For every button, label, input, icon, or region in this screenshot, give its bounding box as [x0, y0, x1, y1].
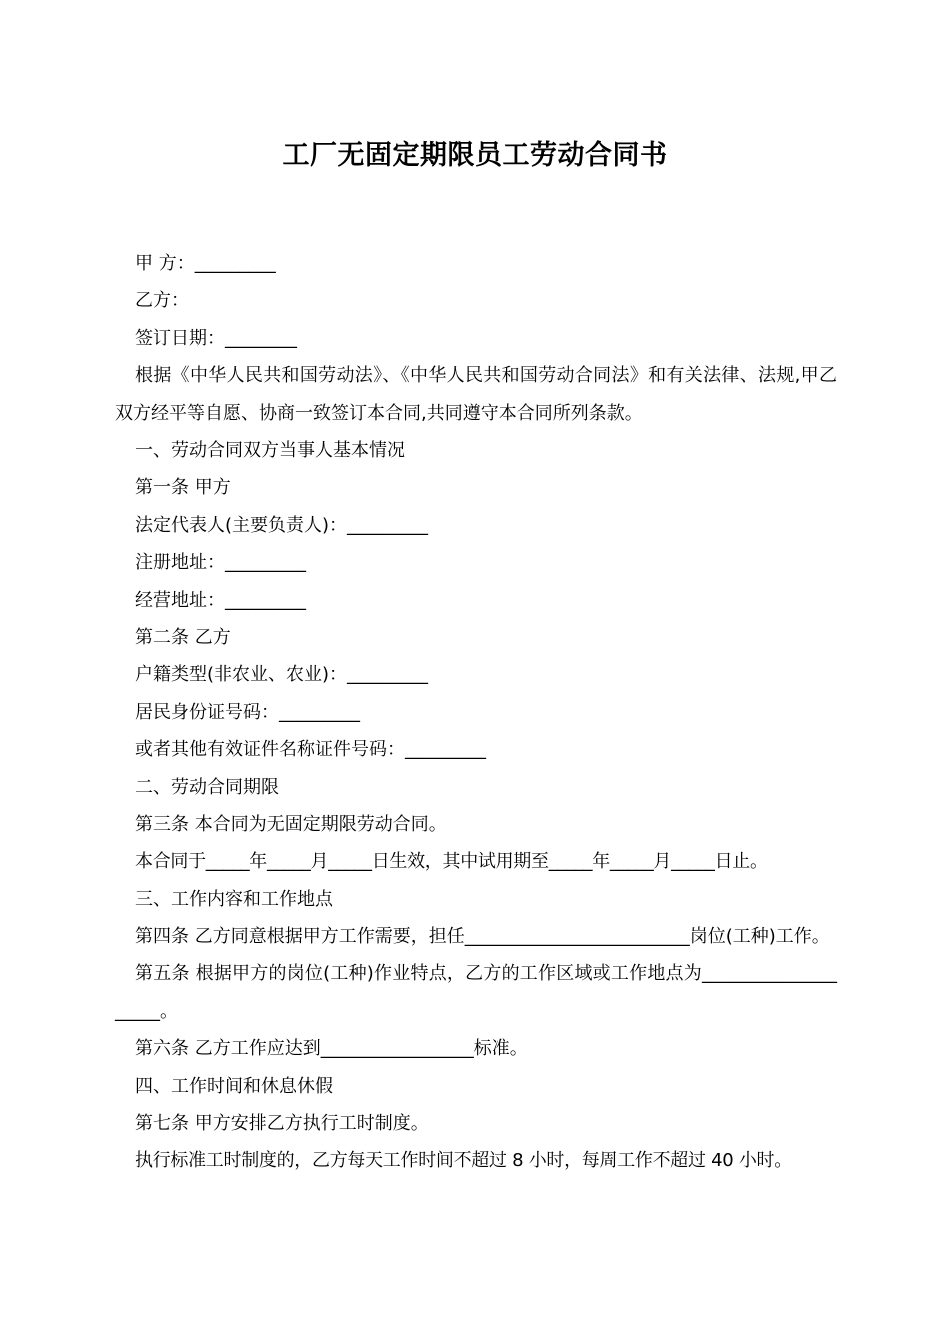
id-number-line: 居民身份证号码：_________	[135, 701, 360, 723]
article-1-heading: 第一条 甲方	[135, 477, 231, 499]
section-heading-2: 二、劳动合同期限	[135, 776, 279, 798]
legal-representative-line: 法定代表人(主要负责人)：_________	[135, 514, 429, 536]
article-3-line: 第三条 本合同为无固定期限劳动合同。	[135, 813, 447, 835]
document-body	[115, 245, 837, 1180]
article-7-line: 第七条 甲方安排乙方执行工时制度。	[135, 1113, 429, 1135]
other-id-line: 或者其他有效证件名称证件号码：_________	[135, 739, 486, 761]
document-title: 工厂无固定期限员工劳动合同书	[282, 140, 668, 171]
party-a-line: 甲 方：_________	[135, 253, 276, 274]
contract-effective-line: 本合同于_____年_____月_____日生效，其中试用期至_____年_____月_____日止。	[135, 851, 768, 873]
article-4-paragraph: 第四条 乙方同意根据甲方工作需要，担任_________________________岗位(工种)工作。	[135, 926, 830, 948]
party-b-line: 乙方：	[135, 290, 189, 312]
registered-address-line: 注册地址：_________	[135, 552, 306, 574]
business-address-line: 经营地址：_________	[135, 589, 306, 611]
preamble-paragraph: 根据《中华人民共和国劳动法》、《中华人民共和国劳动合同法》和有关法律、法规,甲乙双方经平等自愿、协商一致签订本合同,共同遵守本合同所列条款。	[115, 365, 837, 424]
article-5-paragraph: 第五条 根据甲方的岗位(工种)作业特点，乙方的工作区域或工作地点为____________________。	[115, 963, 837, 1022]
section-heading-3: 三、工作内容和工作地点	[135, 888, 333, 910]
section-heading-1: 一、劳动合同双方当事人基本情况	[135, 439, 405, 461]
section-heading-4: 四、工作时间和休息休假	[135, 1075, 333, 1097]
standard-hours-line: 执行标准工时制度的，乙方每天工作时间不超过 8 小时，每周工作不超过 40 小时。	[135, 1150, 792, 1172]
article-6-line: 第六条 乙方工作应达到_________________标准。	[135, 1038, 528, 1060]
household-type-line: 户籍类型(非农业、农业)：_________	[135, 664, 429, 686]
article-2-heading: 第二条 乙方	[135, 626, 231, 648]
signing-date-line: 签订日期：________	[135, 327, 297, 349]
